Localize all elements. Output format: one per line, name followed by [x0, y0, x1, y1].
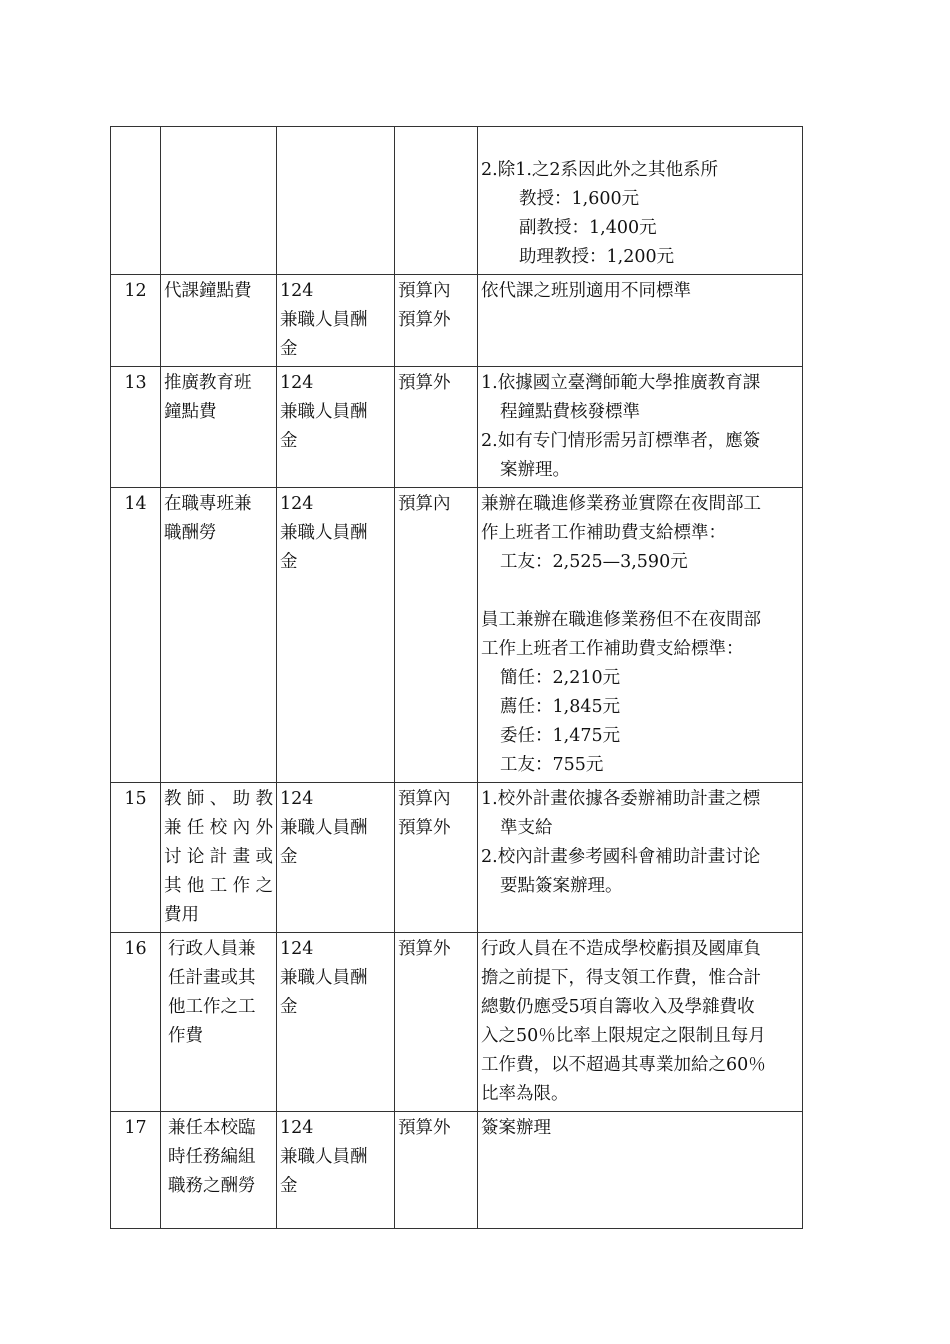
- item-line: 任計畫或其: [168, 968, 256, 988]
- cell-code: [277, 1112, 395, 1229]
- item-line: 兼任本校臨: [168, 1118, 256, 1138]
- cell-code: [277, 783, 395, 933]
- remark-line: 擔之前提下，得支領工作費，惟合計: [481, 968, 761, 988]
- table-row-continued: [111, 127, 803, 275]
- code-line: 兼職人員酬: [280, 968, 368, 988]
- remark-line: 案辦理。: [500, 460, 570, 480]
- code-line: 金: [280, 552, 298, 572]
- cell-no: 14: [111, 488, 161, 783]
- remark-line: 2.如有专门情形需另訂標準者，應簽: [481, 431, 761, 451]
- cell-remark: [478, 367, 803, 488]
- remark-line: 員工兼辦在職進修業務但不在夜間部: [481, 610, 761, 630]
- table-row: [111, 783, 803, 933]
- cell-code: [277, 275, 395, 367]
- remark-line: 助理教授：1,200元: [519, 247, 675, 267]
- cell-item: [161, 488, 277, 783]
- code-line: 金: [280, 997, 298, 1017]
- cell-no: 12: [111, 275, 161, 367]
- cell-no: 16: [111, 933, 161, 1112]
- budget-line: 預算內: [398, 789, 451, 809]
- code-line: 金: [280, 847, 298, 867]
- cell-budget: [395, 1112, 478, 1229]
- cell-budget: [395, 367, 478, 488]
- cell-no: 13: [111, 367, 161, 488]
- table-row: [111, 933, 803, 1112]
- remark-line: 工作費，以不超過其專業加給之60％: [481, 1055, 766, 1075]
- remark-line: 行政人員在不造成學校虧損及國庫負: [481, 939, 761, 959]
- budget-line: 預算外: [398, 310, 451, 330]
- remark-line: 工友：755元: [500, 755, 604, 775]
- item-line: 費用: [164, 905, 199, 925]
- remark-line: 入之50％比率上限規定之限制且每月: [481, 1026, 766, 1046]
- cell-remark: [478, 127, 803, 275]
- cell-budget: [395, 933, 478, 1112]
- budget-line: 預算內: [398, 281, 451, 301]
- item-line: 他工作之工: [168, 997, 256, 1017]
- cell-item: [161, 367, 277, 488]
- cell-no: [111, 127, 161, 275]
- code-line: 124: [280, 1118, 314, 1138]
- cell-remark: [478, 783, 803, 933]
- remark-line: 程鐘點費核發標準: [500, 402, 640, 422]
- remark-line: 作上班者工作補助費支給標準：: [481, 523, 726, 543]
- item-line: 其他工作之: [164, 876, 273, 896]
- cell-no: 17: [111, 1112, 161, 1229]
- table-row: [111, 367, 803, 488]
- item-line: 鐘點費: [164, 402, 217, 422]
- cell-code: [277, 127, 395, 275]
- blank-line: [481, 577, 799, 606]
- code-line: 兼職人員酬: [280, 818, 368, 838]
- code-line: 金: [280, 1176, 298, 1196]
- item-line: 代課鐘點費: [164, 281, 252, 301]
- cell-budget: [395, 783, 478, 933]
- cell-budget: [395, 488, 478, 783]
- remark-line: 薦任：1,845元: [500, 697, 621, 717]
- cell-item: [161, 783, 277, 933]
- item-line: 職務之酬勞: [168, 1176, 256, 1196]
- remark-line: 總數仍應受5項自籌收入及學雜費收: [481, 997, 755, 1017]
- cell-item: [161, 933, 277, 1112]
- item-line: 在職專班兼: [164, 494, 252, 514]
- code-line: 兼職人員酬: [280, 310, 368, 330]
- item-line: 讨论計畫或: [164, 847, 273, 867]
- remark-line: 依代課之班別適用不同標準: [481, 281, 691, 301]
- code-line: 124: [280, 789, 314, 809]
- cell-budget: [395, 275, 478, 367]
- remark-line: 要點簽案辦理。: [500, 876, 623, 896]
- code-line: 兼職人員酬: [280, 523, 368, 543]
- remark-line: 教授：1,600元: [519, 189, 640, 209]
- budget-line: 預算內: [398, 494, 451, 514]
- item-line: 教師、助教: [164, 789, 273, 809]
- cell-code: [277, 367, 395, 488]
- code-line: 金: [280, 339, 298, 359]
- cell-remark: [478, 933, 803, 1112]
- budget-line: 預算外: [398, 373, 451, 393]
- code-line: 124: [280, 939, 314, 959]
- cell-code: [277, 488, 395, 783]
- cell-remark: [478, 1112, 803, 1229]
- code-line: 兼職人員酬: [280, 1147, 368, 1167]
- remark-line: 工作上班者工作補助費支給標準：: [481, 639, 744, 659]
- code-line: 兼職人員酬: [280, 402, 368, 422]
- remark-line: 1.依據國立臺灣師範大學推廣教育課: [481, 373, 761, 393]
- code-line: 金: [280, 431, 298, 451]
- cell-item: [161, 275, 277, 367]
- budget-line: 預算外: [398, 818, 451, 838]
- budget-line: 預算外: [398, 1118, 451, 1138]
- cell-budget: [395, 127, 478, 275]
- remark-line: 簡任：2,210元: [500, 668, 621, 688]
- remark-line: 簽案辦理: [481, 1118, 551, 1138]
- item-line: 職酬勞: [164, 523, 217, 543]
- cell-item: [161, 127, 277, 275]
- item-line: 兼任校內外: [164, 818, 273, 838]
- remark-line: 工友：2,525—3,590元: [500, 552, 688, 572]
- remark-line: 2.校內計畫參考國科會補助計畫讨论: [481, 847, 761, 867]
- code-line: 124: [280, 281, 314, 301]
- item-line: 推廣教育班: [164, 373, 252, 393]
- remark-line: 1.校外計畫依據各委辦補助計畫之標: [481, 789, 761, 809]
- table-row: [111, 275, 803, 367]
- remark-line: 比率為限。: [481, 1084, 569, 1104]
- remark-line: 兼辦在職進修業務並實際在夜間部工: [481, 494, 761, 514]
- budget-line: 預算外: [398, 939, 451, 959]
- cell-remark: [478, 488, 803, 783]
- code-line: 124: [280, 373, 314, 393]
- remark-line: 委任：1,475元: [500, 726, 621, 746]
- table-row: [111, 1112, 803, 1229]
- expense-standard-table: [110, 126, 803, 1229]
- cell-no: 15: [111, 783, 161, 933]
- cell-item: [161, 1112, 277, 1229]
- table-row: [111, 488, 803, 783]
- remark-line: 副教授：1,400元: [519, 218, 657, 238]
- cell-code: [277, 933, 395, 1112]
- remark-line: 準支給: [500, 818, 553, 838]
- code-line: 124: [280, 494, 314, 514]
- item-line: 作費: [168, 1026, 203, 1046]
- item-line: 時任務編組: [168, 1147, 256, 1167]
- item-line: 行政人員兼: [168, 939, 256, 959]
- remark-line: 2.除1.之2系因此外之其他系所: [481, 160, 719, 180]
- cell-remark: [478, 275, 803, 367]
